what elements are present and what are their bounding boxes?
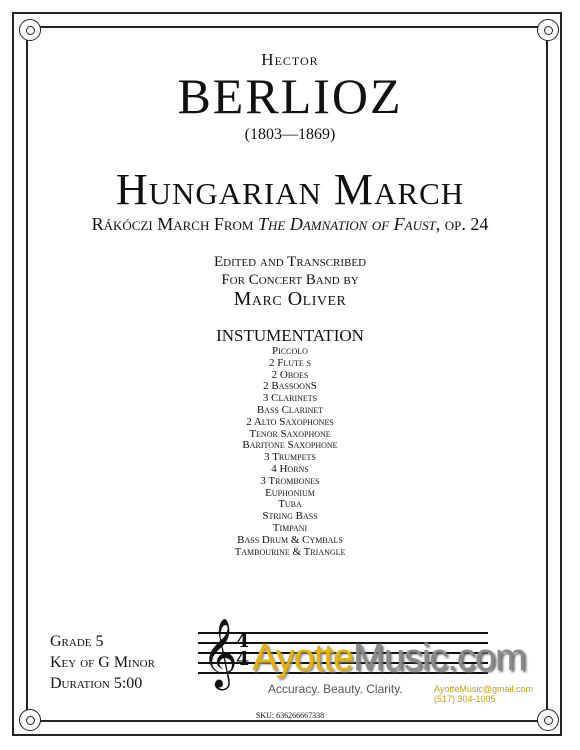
brand-name	[252, 638, 526, 678]
instrumentation-heading: INSTUMENTATION	[216, 326, 364, 345]
piece-details	[50, 631, 155, 694]
instrument-item: 2 BassoonS	[263, 380, 317, 393]
instrument-item: 2 Oboes	[271, 368, 309, 381]
contact-phone: (517) 304-1005	[434, 694, 496, 704]
brand-part-2: Music.com	[353, 637, 526, 679]
subtitle-work: The Damnation of Faust	[258, 214, 436, 234]
brand-tagline: Accuracy. Beauty. Clarity.	[268, 682, 403, 696]
instrument-item: Bass Drum & Cymbals	[237, 533, 343, 546]
instrumentation-list	[0, 346, 580, 558]
composer-first-name: Hector	[261, 50, 319, 69]
instrument-item: 3 Clarinets	[262, 392, 318, 405]
instrument-item: Bass Clarinet	[256, 403, 324, 416]
time-signature-top: 4	[236, 630, 250, 652]
instrument-item: Tenor Saxophone	[249, 427, 331, 440]
composer-lifespan: (1803—1869)	[244, 126, 336, 143]
contact-email[interactable]: AyotteMusic@gmail.com	[434, 684, 533, 694]
composer-last-name: BERLIOZ	[177, 68, 403, 124]
instrument-item: Piccolo	[272, 345, 308, 357]
instrument-item: Euphonium	[265, 486, 315, 499]
instrument-item: Tuba	[278, 498, 302, 511]
treble-clef-icon: 𝄞	[202, 618, 238, 688]
instrument-item: 3 Trombones	[260, 474, 320, 487]
corner-ornament-icon	[537, 19, 559, 41]
duration-label: Duration 5:00	[50, 675, 143, 692]
edited-line-2: For Concert Band by	[221, 272, 359, 288]
subtitle-prefix: Rákóczi March From	[91, 214, 258, 234]
piece-title: Hungarian March	[115, 165, 465, 214]
instrument-item: 2 Flute s	[268, 356, 311, 369]
grade-label: Grade 5	[50, 633, 104, 650]
instrument-item: Tambourine & Triangle	[234, 545, 346, 558]
time-signature-bottom: 4	[236, 648, 250, 670]
time-signature	[236, 632, 249, 668]
piece-subtitle	[0, 214, 580, 235]
instrument-item: String Bass	[262, 510, 318, 523]
editor-name: Marc Oliver	[233, 288, 347, 310]
subtitle-suffix: , op. 24	[435, 214, 489, 234]
sku-number: SKU: 636266667338	[255, 711, 325, 720]
instrument-item: Timpani	[272, 521, 308, 534]
instrument-item: 2 Alto Saxophones	[246, 415, 334, 428]
key-label: Key of G Minor	[50, 654, 155, 671]
corner-ornament-icon	[19, 19, 41, 41]
brand-part-1: Ayotte	[252, 637, 354, 679]
instrument-item: Baritone Saxophone	[242, 439, 338, 452]
publisher-logo[interactable]	[198, 618, 550, 710]
instrument-item: 4 Horns	[271, 462, 309, 475]
instrument-item: 3 Trumpets	[264, 451, 316, 464]
edited-line-1: Edited and Transcribed	[213, 254, 367, 270]
